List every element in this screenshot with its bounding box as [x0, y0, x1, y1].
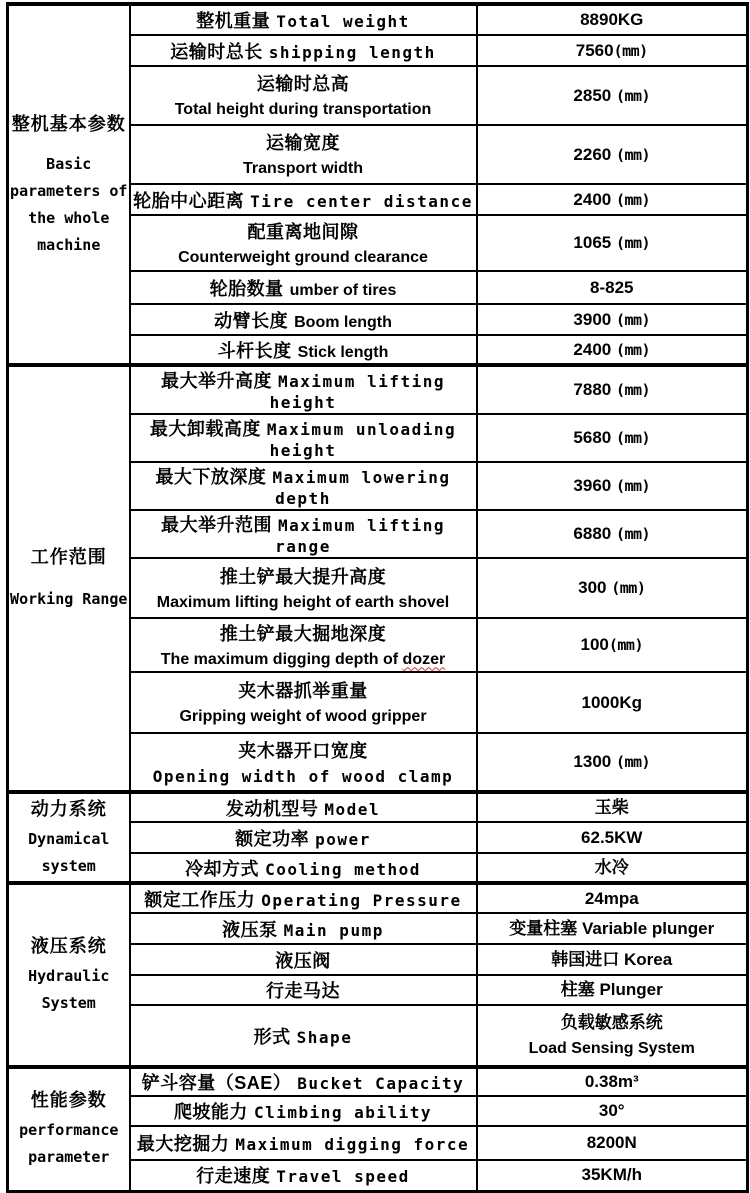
- param-cell: [130, 944, 477, 975]
- value-cell: [477, 975, 748, 1005]
- param-label-en: Climbing ability: [253, 1103, 433, 1122]
- category-label-en-line: system: [41, 856, 96, 875]
- param-label-en: shipping length: [268, 42, 436, 62]
- value-text: 变量柱塞 Variable plunger: [509, 918, 715, 938]
- value-text: [480, 230, 745, 256]
- param-label-en: Maximum lifting range: [275, 516, 445, 556]
- value-text: [480, 473, 745, 499]
- category-label-en-line: Hydraulic: [28, 967, 110, 985]
- param-label-en: Maximum lowering depth: [272, 468, 451, 508]
- value-cell: [477, 125, 748, 184]
- value-text: 62.5KW: [581, 827, 643, 847]
- param-label-zh: 运输宽度: [266, 133, 340, 153]
- param-label-zh: 推土铲最大提升高度: [219, 566, 387, 587]
- param-cell: [130, 184, 477, 215]
- param-label-zh: 冷却方式: [185, 858, 260, 879]
- value-cell: [477, 672, 748, 733]
- param-label-en: Maximum lifting height: [269, 372, 445, 412]
- value-unit: (mm): [608, 636, 643, 654]
- param-label-zh: 液压阀: [275, 950, 331, 971]
- category-label-en: [9, 151, 129, 259]
- param-label-zh: 运输时总长: [170, 41, 263, 62]
- value-number: 2850: [573, 85, 612, 105]
- value-text: [480, 749, 745, 775]
- misspelled-word: dozer: [402, 650, 446, 668]
- value-cell: [477, 510, 748, 558]
- value-text: [480, 425, 745, 451]
- value-text: [480, 307, 745, 333]
- param-label-en: Total weight: [276, 12, 410, 31]
- value-cell: [477, 215, 748, 271]
- category-label-en-line: Basic: [46, 154, 92, 173]
- value-unit: (mm): [611, 579, 646, 597]
- category-label-en-line: parameter: [28, 1148, 110, 1167]
- value-cell: [477, 4, 748, 35]
- value-cell: [477, 1067, 748, 1096]
- param-label-en: Cooling method: [265, 859, 421, 879]
- param-cell: [130, 1126, 477, 1160]
- param-cell: [130, 1005, 477, 1067]
- value-cell: [477, 1126, 748, 1160]
- param-label-zh: 铲斗容量（SAE）: [141, 1073, 292, 1093]
- param-cell: [130, 304, 477, 335]
- table-row: [8, 4, 748, 35]
- param-label-en: Model: [324, 799, 381, 819]
- param-label-zh: 液压泵: [222, 919, 278, 940]
- value-cell: [477, 271, 748, 304]
- param-label-en: Total height during transportation: [174, 101, 432, 118]
- value-number: 2400: [573, 189, 612, 209]
- value-unit: (mm): [615, 86, 651, 105]
- value-text: [480, 377, 745, 403]
- value-text: [480, 83, 745, 109]
- value-number: 2260: [573, 144, 612, 164]
- param-label-en: The maximum digging depth of dozer: [160, 650, 446, 668]
- category-label-en-line: parameters of: [10, 181, 128, 200]
- param-label-zh: 运输时总高: [256, 74, 350, 94]
- param-cell: [130, 618, 477, 672]
- value-text-en: Load Sensing System: [528, 1039, 695, 1057]
- param-label-zh: 推土铲最大掘地深度: [219, 623, 387, 644]
- param-cell: [130, 365, 477, 414]
- value-unit: (mm): [615, 234, 651, 252]
- param-label-en: Main pump: [283, 920, 384, 940]
- value-cell: [477, 792, 748, 822]
- category-cell: [8, 792, 130, 883]
- param-cell: [130, 822, 477, 853]
- category-label-en-line: performance: [19, 1121, 119, 1140]
- value-cell: [477, 66, 748, 125]
- param-label-en: Transport width: [243, 160, 363, 177]
- param-label-en: Boom length: [294, 313, 392, 331]
- value-cell: [477, 365, 748, 414]
- param-label-en: Stick length: [297, 343, 389, 361]
- param-label-zh: 夹木器抓举重量: [238, 681, 368, 701]
- value-number: 1300: [573, 752, 612, 771]
- param-label-zh: 最大举升范围: [161, 515, 272, 535]
- param-label-zh: 最大下放深度: [155, 467, 267, 487]
- param-cell: [130, 792, 477, 822]
- value-unit: (mm): [615, 145, 651, 164]
- value-cell: [477, 853, 748, 883]
- param-label-zh: 爬坡能力: [173, 1102, 248, 1122]
- category-cell: [8, 4, 130, 365]
- value-text: [480, 38, 745, 64]
- param-label-zh: 轮胎中心距离: [133, 190, 245, 211]
- value-unit: (mm): [615, 525, 651, 543]
- spec-table: [6, 2, 749, 1193]
- param-label-zh: 额定工作压力: [144, 889, 256, 910]
- value-text: 0.38m³: [584, 1072, 639, 1091]
- table-row: [8, 792, 748, 822]
- param-label-en: Counterweight ground clearance: [178, 248, 428, 266]
- value-cell: [477, 335, 748, 365]
- category-label-zh: 工作范围: [30, 547, 107, 567]
- value-cell: [477, 733, 748, 792]
- category-label-zh: 液压系统: [30, 936, 107, 956]
- param-cell: [130, 883, 477, 913]
- value-text: [480, 632, 745, 658]
- category-label-en-line: Dynamical: [28, 829, 110, 848]
- param-label-zh: 轮胎数量: [209, 278, 284, 299]
- param-label-en: power: [315, 829, 371, 849]
- value-unit: (mm): [615, 381, 651, 399]
- param-label-zh: 最大挖掘力: [136, 1134, 230, 1154]
- value-cell: [477, 1096, 748, 1126]
- param-cell: [130, 414, 477, 462]
- param-label-en: Shape: [296, 1027, 353, 1047]
- param-label-zh: 动臂长度: [214, 310, 289, 331]
- category-cell: [8, 883, 130, 1067]
- value-number: 2400: [573, 339, 612, 359]
- value-unit: (mm): [615, 477, 651, 495]
- param-label-zh: 斗杆长度: [217, 340, 292, 361]
- param-cell: [130, 1067, 477, 1096]
- category-label-en: [9, 586, 129, 613]
- category-label-zh: 性能参数: [30, 1090, 107, 1111]
- value-text: 1000Kg: [581, 692, 642, 712]
- param-cell: [130, 672, 477, 733]
- value-cell: [477, 35, 748, 66]
- param-cell: [130, 4, 477, 35]
- value-number: 100: [580, 635, 609, 654]
- value-text: [480, 142, 745, 168]
- value-cell: [477, 618, 748, 672]
- value-number: 6880: [573, 524, 612, 543]
- value-text: [480, 337, 745, 363]
- value-text: 24mpa: [584, 888, 639, 908]
- value-unit: (mm): [615, 310, 651, 329]
- value-text: 水冷: [594, 857, 629, 877]
- category-label-en-line: Working Range: [10, 590, 128, 608]
- value-text: 30°: [598, 1101, 625, 1120]
- category-label-en-line: System: [41, 994, 96, 1012]
- value-text: 8200N: [586, 1133, 637, 1152]
- value-cell: [477, 462, 748, 510]
- param-label-en: Gripping weight of wood gripper: [179, 708, 427, 725]
- value-cell: [477, 883, 748, 913]
- value-cell: [477, 304, 748, 335]
- value-cell: [477, 913, 748, 944]
- param-cell: [130, 975, 477, 1005]
- value-cell: [477, 558, 748, 618]
- value-cell: [477, 1160, 748, 1191]
- table-row: [8, 1067, 748, 1096]
- value-number: 1065: [573, 233, 612, 252]
- param-label-zh: 最大卸载高度: [149, 419, 261, 439]
- value-text: [480, 187, 745, 213]
- value-unit: (mm): [615, 190, 651, 209]
- category-label-zh: 整机基本参数: [11, 113, 126, 134]
- param-label-zh: 发动机型号: [225, 798, 319, 819]
- value-text: [480, 575, 745, 601]
- value-unit: (mm): [613, 41, 648, 60]
- param-cell: [130, 1160, 477, 1191]
- param-cell: [130, 853, 477, 883]
- category-label-en: [9, 1117, 129, 1171]
- value-text: 8-825: [590, 277, 634, 297]
- param-label-zh: 夹木器开口宽度: [238, 740, 368, 761]
- value-number: 3900: [573, 309, 612, 329]
- category-label-en: [9, 963, 129, 1017]
- value-text: 负载敏感系统: [560, 1012, 663, 1032]
- param-label-zh: 配重离地间隙: [247, 221, 359, 242]
- value-unit: (mm): [615, 340, 651, 359]
- value-text: [480, 521, 745, 547]
- value-cell: [477, 184, 748, 215]
- param-label-en: Operating Pressure: [261, 890, 462, 910]
- param-cell: [130, 125, 477, 184]
- value-number: 7560: [575, 40, 614, 60]
- value-unit: (mm): [615, 429, 651, 447]
- param-label-zh: 整机重量: [196, 11, 271, 31]
- value-text: 8890KG: [580, 10, 644, 29]
- category-cell: [8, 1067, 130, 1191]
- param-cell: [130, 271, 477, 304]
- category-label-en-line: machine: [37, 235, 101, 254]
- param-label-en: Maximum digging force: [235, 1135, 470, 1154]
- category-label-en: [9, 826, 129, 880]
- param-label-zh: 额定功率: [235, 828, 310, 849]
- param-cell: [130, 913, 477, 944]
- param-cell: [130, 66, 477, 125]
- value-number: 300: [578, 578, 607, 597]
- value-text: 柱塞 Plunger: [560, 980, 663, 999]
- param-label-en: Opening width of wood clamp: [152, 766, 454, 786]
- value-cell: [477, 944, 748, 975]
- table-row: [8, 883, 748, 913]
- category-cell: [8, 365, 130, 792]
- param-label-en: Bucket Capacity: [297, 1074, 465, 1093]
- category-label-en-line: the whole: [28, 208, 110, 227]
- param-cell: [130, 462, 477, 510]
- param-label-en: umber of tires: [289, 281, 397, 299]
- value-unit: (mm): [615, 753, 651, 771]
- value-cell: [477, 414, 748, 462]
- value-text: 玉柴: [594, 797, 629, 817]
- value-cell: [477, 822, 748, 853]
- param-label-en: Travel speed: [276, 1167, 410, 1187]
- param-label-zh: 行走速度: [196, 1166, 271, 1187]
- param-cell: [130, 215, 477, 271]
- param-cell: [130, 558, 477, 618]
- param-label-zh: 行走马达: [266, 981, 340, 1001]
- spec-table-body: [8, 4, 748, 1191]
- param-label-zh: 形式: [253, 1026, 291, 1047]
- param-cell: [130, 1096, 477, 1126]
- category-label-zh: 动力系统: [30, 798, 107, 819]
- param-cell: [130, 35, 477, 66]
- table-row: [8, 365, 748, 414]
- param-cell: [130, 335, 477, 365]
- param-label-zh: 最大举升高度: [161, 371, 272, 391]
- param-cell: [130, 510, 477, 558]
- value-number: 7880: [573, 380, 612, 399]
- value-text: 韩国进口 Korea: [551, 949, 673, 969]
- param-cell: [130, 733, 477, 792]
- param-label-en: Tire center distance: [250, 191, 473, 211]
- param-label-en: Maximum unloading height: [266, 420, 457, 460]
- value-number: 5680: [573, 428, 612, 447]
- value-text: 35KM/h: [581, 1165, 642, 1185]
- param-label-en: Maximum lifting height of earth shovel: [156, 593, 450, 611]
- value-cell: [477, 1005, 748, 1067]
- value-number: 3960: [573, 476, 612, 495]
